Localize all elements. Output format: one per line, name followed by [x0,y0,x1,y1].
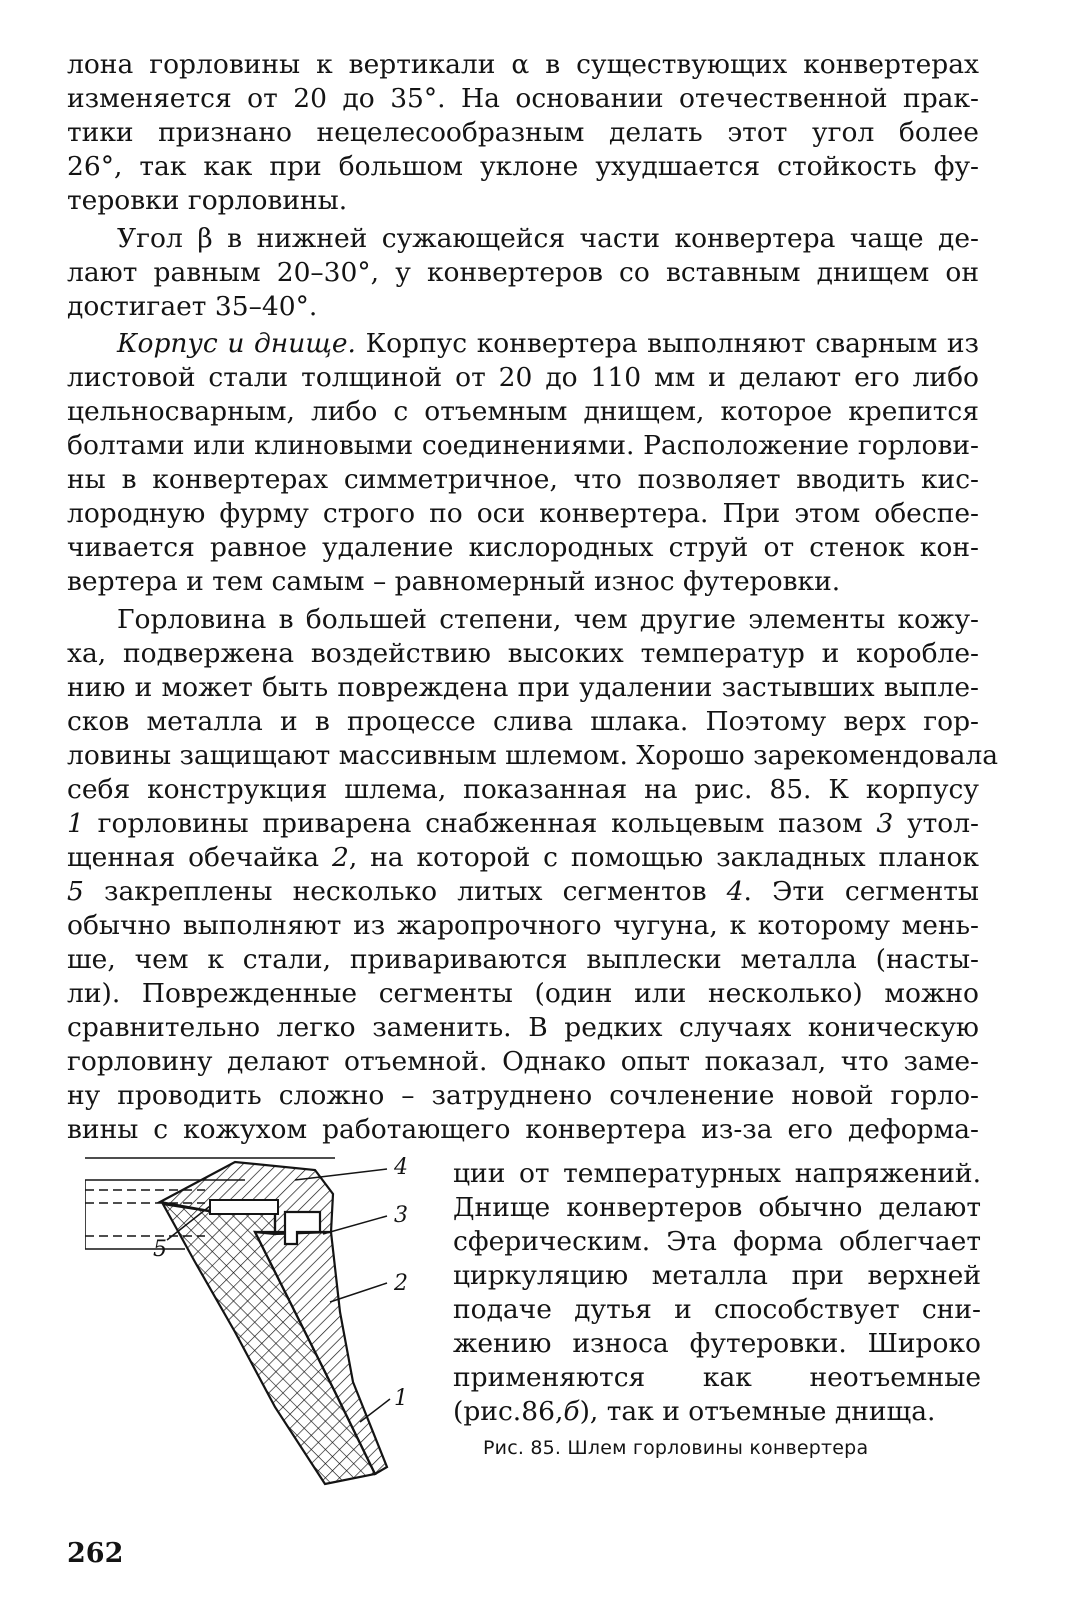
text-line: себя конструкция шлема, показанная на рис. 85. К корпусу [67,774,979,805]
text-line: жению износа футеровки. Широко [453,1328,981,1359]
label-3: 3 [394,1203,408,1228]
text-fragment: , на которой с помощью закладных планок [348,842,979,873]
text-fragment: ), так и отъемные днища. [579,1396,936,1427]
text-line: ции от температурных напряжений. [453,1158,981,1189]
text-fragment: горловины приварена снабженная кольцевым пазом [83,808,877,839]
text-line: чивается равное удаление кислородных струй от стенок кон- [67,532,979,563]
text-line: горловину делают отъемной. Однако опыт показал, что заме- [67,1046,979,1077]
text-fragment: . Эти сегменты [743,876,979,907]
text-line: лают равным 20–30°, у конвертеров со вставным днищем он [67,257,979,288]
text-line [67,875,979,909]
text-line: вертера и тем самым – равномерный износ футеровки. [67,566,841,597]
text-line: ны в конвертерах симметричное, что позволяет вводить кис- [67,464,979,495]
text-line: вины с кожухом работающего конвертера из-за его деформа- [67,1114,979,1145]
text-line: листовой стали толщиной от 20 до 110 мм и делают его либо [67,362,979,393]
text-line [67,841,979,875]
text-line: лона горловины к вертикали α в существующих конвертерах [67,49,979,80]
text-line: Горловина в большей степени, чем другие элементы кожу- [117,604,979,635]
ref-number: 3 [876,808,894,839]
ref-number: 2 [331,842,349,873]
ref-number: 5 [67,876,84,907]
text-fragment: щенная обечайка [67,842,332,873]
text-fragment: б [563,1396,580,1427]
fixing-plate [210,1200,278,1214]
text-line: применяются как неотъемные [453,1362,981,1393]
ref-number: 4 [726,876,744,907]
text-line: обычно выполняют из жаропрочного чугуна, к которому мень- [67,910,979,941]
text-line: лородную фурму строго по оси конвертера. При этом обеспе- [67,498,979,529]
label-1: 1 [394,1386,408,1411]
text-line: ловины защищают массивным шлемом. Хорошо зарекомендовала [67,740,999,771]
text-line: цельносварным, либо с отъемным днищем, которое крепится [67,396,979,427]
label-5: 5 [153,1237,167,1262]
text-line: циркуляцию металла при верхней [453,1260,981,1291]
text-line: изменяется от 20 до 35°. На основании отечественной прак- [67,83,979,114]
text-line: сков металла и в процессе слива шлака. Поэтому верх гор- [67,706,979,737]
text-line: сравнительно легко заменить. В редких случаях коническую [67,1012,979,1043]
page-number: 262 [67,1538,124,1569]
text-line: ну проводить сложно – затруднено сочленение новой горло- [67,1080,979,1111]
text-fragment: утол- [893,808,979,839]
text-line [67,807,979,841]
text-line: 26°, так как при большом уклоне ухудшается стойкость фу- [67,151,979,182]
text-line: тики признано нецелесообразным делать этот угол более [67,117,979,148]
text-line: достигает 35–40°. [67,291,318,322]
text-line [453,1395,981,1429]
text-line: ха, подвержена воздействию высоких температур и коробле- [67,638,979,669]
text-fragment: (рис.86, [453,1396,564,1427]
text-line: ли). Поврежденные сегменты (один или несколько) можно [67,978,979,1009]
figure-caption: Рис. 85. Шлем горловины конвертера [483,1437,869,1459]
text-line: теровки горловины. [67,185,348,216]
label-2: 2 [394,1271,408,1296]
section-heading: Корпус и днище. [117,328,356,359]
text-line: подаче дутья и способствует сни- [453,1294,981,1325]
converter-helmet-figure [85,1152,425,1497]
text-line: Днище конвертеров обычно делают [453,1192,981,1223]
text-line: нию и может быть повреждена при удалении застывших выпле- [67,672,979,703]
text-line: сферическим. Эта форма облегчает [453,1226,981,1257]
label-4: 4 [394,1155,408,1180]
ref-number: 1 [67,808,84,839]
text-line: болтами или клиновыми соединениями. Расположение горлови- [67,430,979,461]
text-line [117,327,979,361]
text-line: Угол β в нижней сужающейся части конвертера чаще де- [117,223,979,254]
text-fragment: закреплены несколько литых сегментов [83,876,727,907]
text-line: ше, чем к стали, привариваются выплески металла (насты- [67,944,979,975]
text-fragment: Корпус конвертера выполняют сварным из [365,328,979,359]
